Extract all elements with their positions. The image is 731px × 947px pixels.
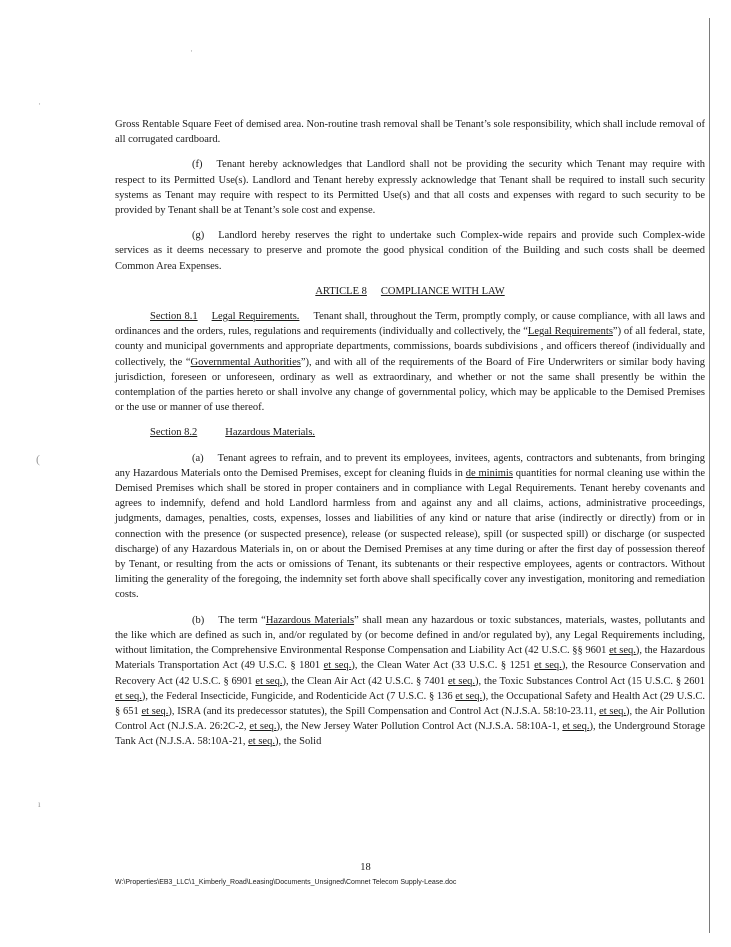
paragraph-label: (f): [192, 159, 203, 171]
paragraph-text: Tenant shall, throughout the Term, promptly comply, or cause compliance, with all laws and ordinances and the orders, rules, regulations and requirements (individually and collectively, the “: [115, 311, 705, 338]
page-number: 18: [360, 862, 371, 873]
paragraph-text: ), the Federal Insecticide, Fungicide, and Rodenticide Act (7 U.S.C. § 136: [141, 690, 456, 702]
citation-et-seq: et seq.: [323, 660, 352, 672]
paragraph-text: quantities for normal cleaning use within the Demised Premises which shall be stored in proper containers and in compliance with Legal Requirements. Tenant hereby covenants and agrees to indemnify, defend and hold Landlord harmless from and against any and all claims, actions, administrative proceedings, judgments, damages, penalties, costs, expenses, losses and liabilities of any kind or nature that arise (indirectly or directly) from or in connection with the presence (or suspected presence), release (or suspected release), spill (or suspected spill) or discharge (or suspected discharge) of any Hazardous Materials in, on or about the Demised Premises at any time during or after the first day of possession thereof by Tenant, or resulting from the acts or omissions of Tenant, its subtenants or their respective employees, agents or contractors. Without limiting the generality of the foregoing, the indemnity set forth above shall specifically cover any investigation, monitoring and remediation costs.: [115, 467, 705, 601]
citation-et-seq: et seq.: [448, 675, 476, 687]
section-number: Section 8.2: [150, 427, 198, 439]
citation-et-seq: et seq.: [115, 690, 142, 702]
paragraph-text: Gross Rentable Square Feet of demised area. Non-routine trash removal shall be Tenant’s sole responsibility, which shall include removal of all corrugated cardboard.: [115, 119, 705, 146]
paragraph-text: Tenant agrees to refrain, and to prevent its employees, invitees, agents, contractors and subtenants, from bringing any Hazardous Materials onto the Demised Premises, except for cleaning fluids in: [115, 452, 705, 479]
paragraph-a: [115, 451, 705, 603]
citation-et-seq: et seq.: [562, 721, 590, 733]
footer-file-path: W:\Properties\EB3_LLC\1_Kimberly_Road\Leasing\Documents_Unsigned\Comnet Telecom Supply-Lease.doc: [115, 879, 457, 886]
article-title: COMPLIANCE WITH LAW: [380, 285, 505, 297]
page-edge-line: [709, 18, 710, 933]
section-8-1: [115, 309, 705, 415]
paragraph-text: ), the Hazardous Materials Transportation Act (49 U.S.C. § 1801: [115, 645, 705, 672]
paragraph-text: ”) of all federal, state, county and municipal governments and appropriate departments, commissions, boards subdivisions , and officers thereof (individually and collectively, the “: [115, 326, 705, 368]
paragraph-text: ), the Clean Air Act (42 U.S.C. § 7401: [282, 675, 448, 687]
paragraph-text: ), the Clean Water Act (33 U.S.C. § 1251: [351, 660, 535, 672]
paragraph-label: (g): [192, 230, 205, 242]
paragraph-text: ), the Toxic Substances Control Act (15 U.S.C. § 2601: [475, 675, 705, 687]
scan-speck: ·: [38, 99, 41, 109]
citation-et-seq: et seq.: [609, 645, 636, 657]
paragraph-text: ), the Occupational Safety and Health Act (29 U.S.C. § 651: [115, 690, 705, 717]
latin-term: de minimis: [465, 467, 513, 479]
citation-et-seq: et seq.: [599, 705, 626, 717]
defined-term: Hazardous Materials: [265, 614, 355, 626]
defined-term: Legal Requirements: [527, 326, 613, 338]
paragraph-label: (a): [192, 452, 204, 464]
article-label: ARTICLE 8: [315, 285, 367, 297]
paragraph-text: ), ISRA (and its predecessor statutes), the Spill Compensation and Control Act (N.J.S.A. 58:10-23.11,: [168, 705, 600, 717]
citation-et-seq: et seq.: [248, 736, 275, 748]
citation-et-seq: et seq.: [255, 675, 283, 687]
paragraph-text: ”), and with all of the requirements of the Board of Fire Underwriters or similar body having jurisdiction, foreseen or unforeseen, ordinary as well as extraordinary, and whether or not the same shall presently be within the contemplation of the parties hereto or shall involve any change of governmental policy, which may be applicable to the Demised Premises or the use or manner of use thereof.: [115, 356, 705, 414]
paragraph-text: ” shall mean any hazardous or toxic substances, materials, wastes, pollutants and the like which are defined as such in, and/or regulated by (or become defined in and/or regulated by), any Legal Requirements including, without limitation, the Comprehensive Environmental Response Compensation and Liability Act (42 U.S.C. §§ 9601: [115, 614, 705, 657]
paragraph-text: ), the Solid: [274, 736, 322, 748]
section-title: Legal Requirements.: [211, 311, 300, 323]
section-title: Hazardous Materials.: [225, 427, 316, 439]
document-body: [115, 117, 705, 760]
citation-et-seq: et seq.: [141, 705, 169, 717]
citation-et-seq: et seq.: [455, 690, 483, 702]
defined-term: Governmental Authorities: [190, 356, 301, 368]
paragraph-text: Tenant hereby acknowledges that Landlord shall not be providing the security which Tenant may require with respect to its Permitted Use(s). Landlord and Tenant hereby expressly acknowledge that Tenant shall be required to install such security systems as Tenant may require with respect to its Permitted Use(s) and that all costs and expenses with regard to such security to be provided by Tenant shall be at Tenant’s sole cost and expense.: [115, 159, 705, 217]
article-heading: [115, 284, 705, 299]
scan-speck: ı: [38, 799, 41, 809]
citation-et-seq: et seq.: [534, 660, 562, 672]
citation-et-seq: et seq.: [249, 721, 277, 733]
paragraph-label: (b): [192, 614, 205, 626]
paragraph-text: Landlord hereby reserves the right to undertake such Complex-wide repairs and provide such Complex-wide services as it deems necessary to preserve and promote the good physical condition of the Building and such costs shall be deemed Common Area Expenses.: [115, 230, 705, 272]
paragraph-g: [115, 228, 705, 274]
section-8-2-heading: [115, 425, 705, 440]
paragraph-f: [115, 157, 705, 218]
paragraph-text: The term “: [218, 614, 266, 626]
section-number: Section 8.1: [150, 311, 198, 323]
paragraph-text: ), the Underground Storage Tank Act (N.J.S.A. 58:10A-21,: [115, 721, 706, 748]
paragraph-text: ), the Air Pollution Control Act (N.J.S.A. 26:2C-2,: [115, 705, 706, 733]
paragraph-text: ), the New Jersey Water Pollution Control Act (N.J.S.A. 58:10A-1,: [276, 721, 563, 733]
scan-mark: (: [36, 452, 40, 466]
paragraph-text: ), the Resource Conservation and Recovery Act (42 U.S.C. § 6901: [115, 660, 706, 687]
paragraph-b: [115, 613, 705, 750]
scan-speck: ·: [190, 46, 193, 56]
paragraph-continued: [115, 117, 705, 147]
